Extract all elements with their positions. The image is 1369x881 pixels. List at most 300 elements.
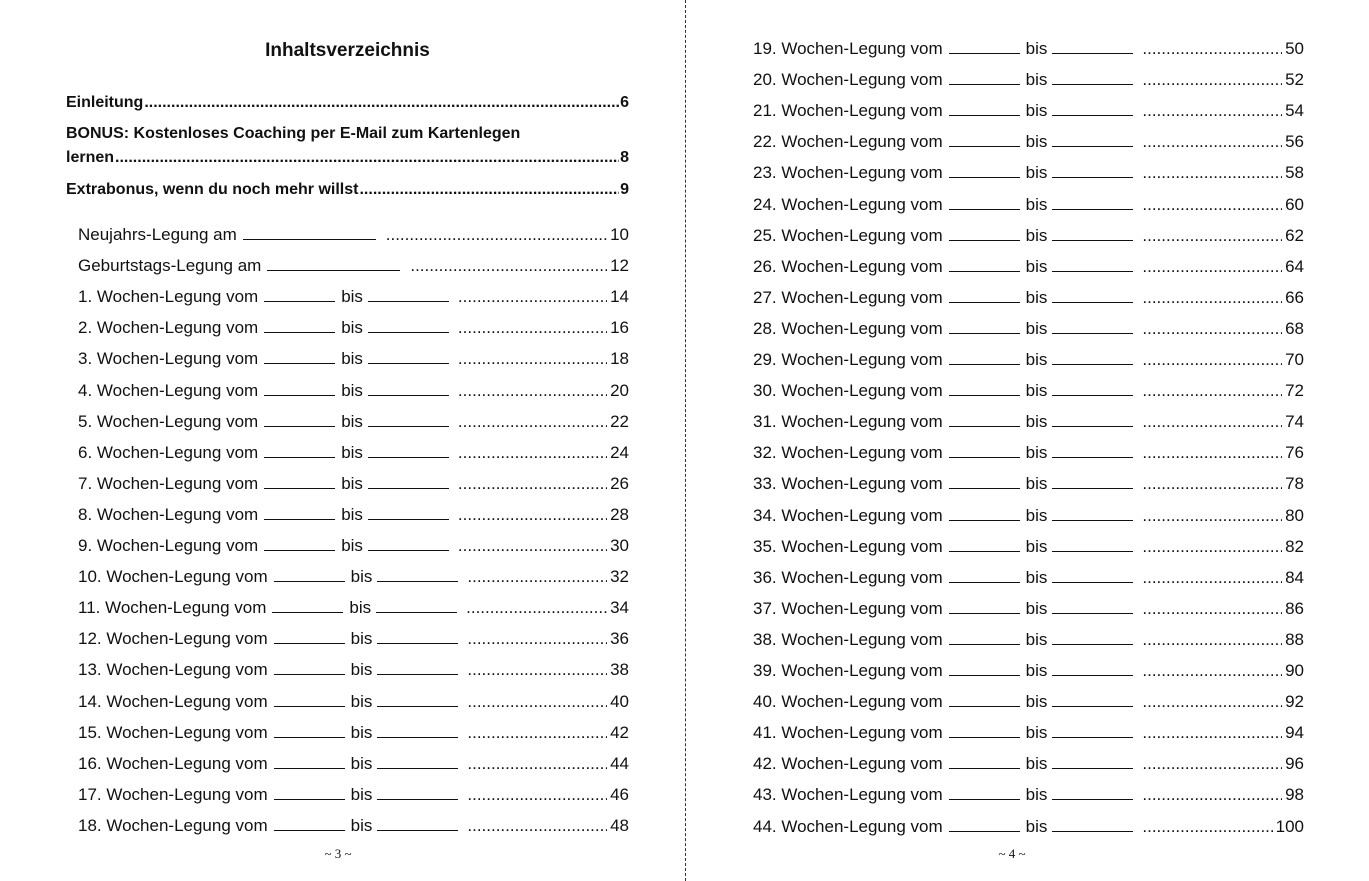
toc-main-entry-einleitung[interactable] [66,90,629,116]
toc-page-number: 26 [610,473,629,493]
toc-entry-label: 1. Wochen-Legung vom [78,287,259,307]
toc-entry-label: 22. Wochen-Legung vom [753,132,943,152]
from-date-blank-line [274,659,345,675]
dot-leader [1142,255,1282,279]
toc-entry[interactable] [78,347,629,371]
from-date-blank-line [264,380,335,396]
bis-label: bis [341,536,363,555]
bis-label: bis [350,815,373,835]
from-date-blank-line [949,131,1020,147]
from-date-blank-line [274,753,345,769]
toc-page-number: 54 [1285,101,1304,121]
dot-leader [458,316,607,340]
toc-page-number: 6 [620,94,629,111]
to-date-blank-line [368,286,449,302]
toc-entry-label: 30. Wochen-Legung vom [753,381,943,401]
toc-entry[interactable] [78,254,629,278]
from-date-blank-line [264,286,335,302]
bis-label: bis [1025,536,1048,556]
bis-label: bis [350,567,373,587]
bis-label: bis [1025,163,1048,183]
page-number-footer: ~ 3 ~ [324,846,352,861]
toc-page-number: 58 [1285,163,1304,183]
bis-label: bis [349,598,372,618]
bis-label: bis [1025,661,1048,680]
toc-page-number: 46 [610,784,629,804]
dot-leader [1142,504,1282,528]
toc-entry-label: 5. Wochen-Legung vom [78,411,259,431]
dot-leader [467,814,607,838]
to-date-blank-line [1052,473,1133,489]
toc-page-number: 18 [610,349,629,369]
dot-leader [1142,161,1282,185]
toc-entry[interactable] [753,597,1304,621]
toc-page-number: 10 [610,225,629,244]
dot-leader [458,534,607,558]
date-blank-line [267,255,400,271]
toc-entry-label: 34. Wochen-Legung vom [753,505,943,525]
dot-leader [458,441,607,465]
to-date-blank-line [1052,256,1133,272]
toc-entry[interactable] [78,658,629,682]
dot-leader [1142,535,1282,559]
to-date-blank-line [377,691,458,707]
toc-entry-label: 15. Wochen-Legung vom [78,722,268,742]
bis-label: bis [1025,39,1048,58]
to-date-blank-line [1052,567,1133,583]
to-date-blank-line [1052,318,1133,334]
toc-entry[interactable] [753,752,1304,776]
toc-page-number: 38 [610,660,629,680]
from-date-blank-line [274,722,345,738]
toc-entry[interactable] [78,285,629,309]
from-date-blank-line [949,536,1020,552]
dot-leader [1142,130,1282,154]
toc-entry-label: 23. Wochen-Legung vom [753,163,943,183]
to-date-blank-line [368,504,449,520]
toc-entry[interactable] [78,783,629,807]
toc-entry[interactable] [753,690,1304,714]
toc-entry[interactable] [753,255,1304,279]
bis-label: bis [1025,785,1048,805]
to-date-blank-line [1052,411,1133,427]
bis-label: bis [1025,350,1048,369]
dot-leader [1142,286,1282,310]
toc-page-number: 8 [620,149,629,166]
dot-leader [1142,37,1282,61]
from-date-blank-line [264,504,335,520]
to-date-blank-line [1052,442,1133,458]
toc-entry-label: 28. Wochen-Legung vom [753,318,943,338]
toc-entry-label: 39. Wochen-Legung vom [753,661,943,680]
toc-entry[interactable] [753,99,1304,123]
to-date-blank-line [1052,69,1133,85]
toc-entry-label: 38. Wochen-Legung vom [753,629,943,649]
from-date-blank-line [274,691,345,707]
to-date-blank-line [377,753,458,769]
toc-entry[interactable] [753,628,1304,652]
toc-page-number: 80 [1285,505,1304,525]
toc-page-number: 100 [1275,816,1304,836]
toc-page-number: 66 [1285,287,1304,307]
to-date-blank-line [1052,349,1133,365]
dot-leader [1142,99,1282,123]
from-date-blank-line [949,380,1020,396]
toc-entry-label: 2. Wochen-Legung vom [78,318,259,338]
toc-entry-label: 24. Wochen-Legung vom [753,194,943,214]
dot-leader [467,721,607,745]
to-date-blank-line [377,722,458,738]
from-date-blank-line [274,784,345,800]
from-date-blank-line [264,442,335,458]
toc-entry[interactable] [753,566,1304,590]
toc-entry[interactable] [753,193,1304,217]
toc-entry-label: 18. Wochen-Legung vom [78,815,268,835]
toc-entry[interactable] [753,504,1304,528]
to-date-blank-line [368,348,449,364]
toc-entry[interactable] [753,441,1304,465]
dot-leader [1142,68,1282,92]
toc-entry-label: 27. Wochen-Legung vom [753,287,943,307]
toc-entry-label: 8. Wochen-Legung vom [78,504,259,524]
to-date-blank-line [1052,194,1133,210]
to-date-blank-line [368,442,449,458]
toc-entry[interactable] [78,596,629,620]
to-date-blank-line [368,317,449,333]
toc-page-number: 40 [610,691,629,711]
from-date-blank-line [274,815,345,831]
from-date-blank-line [949,753,1020,769]
dot-leader [466,596,607,620]
dot-leader [1142,659,1282,683]
toc-entry-label: Extrabonus, wenn du noch mehr willst [66,181,359,198]
toc-entry-label: 6. Wochen-Legung vom [78,442,259,462]
toc-page-number: 14 [610,287,629,307]
toc-entry-label: 19. Wochen-Legung vom [753,39,943,58]
toc-entry[interactable] [78,441,629,465]
toc-entry-label: 40. Wochen-Legung vom [753,692,943,712]
toc-entry[interactable] [753,815,1304,839]
dot-leader [467,658,607,682]
dot-leader [410,254,607,278]
toc-entry[interactable] [78,814,629,838]
toc-page-number: 96 [1285,754,1304,774]
dot-leader [1142,441,1282,465]
dot-leader [458,503,607,527]
from-date-blank-line [264,535,335,551]
dot-leader [467,627,607,651]
dot-leader [1142,628,1282,652]
toc-page-number: 82 [1285,536,1304,556]
from-date-blank-line [949,473,1020,489]
toc-entry[interactable] [78,534,629,558]
dot-leader [458,285,607,309]
from-date-blank-line [949,225,1020,241]
toc-page-number: 74 [1285,412,1304,432]
from-date-blank-line [949,784,1020,800]
bis-label: bis [1025,692,1048,712]
toc-entry[interactable] [753,783,1304,807]
toc-entry[interactable] [753,286,1304,310]
dot-leader [458,379,607,403]
toc-entry[interactable] [753,317,1304,341]
from-date-blank-line [949,691,1020,707]
to-date-blank-line [1052,598,1133,614]
to-date-blank-line [1052,505,1133,521]
toc-entry[interactable] [753,659,1304,683]
to-date-blank-line [1052,753,1133,769]
from-date-blank-line [264,411,335,427]
from-date-blank-line [272,597,343,613]
toc-page-number: 22 [610,411,629,431]
from-date-blank-line [949,162,1020,178]
toc-entry[interactable] [753,68,1304,92]
toc-entry-label: 42. Wochen-Legung vom [753,754,943,774]
dot-leader [144,90,619,116]
toc-page-number: 16 [610,318,629,338]
bis-label: bis [1025,287,1048,307]
toc-page-number: 50 [1285,39,1304,58]
to-date-blank-line [1052,100,1133,116]
toc-entry[interactable] [78,410,629,434]
to-date-blank-line [1052,162,1133,178]
toc-entry[interactable] [78,690,629,714]
bis-label: bis [1025,443,1048,463]
toc-entry[interactable] [753,472,1304,496]
toc-page-number: 48 [610,815,629,835]
to-date-blank-line [368,380,449,396]
bis-label: bis [1025,132,1048,152]
to-date-blank-line [377,784,458,800]
toc-page-number: 62 [1285,225,1304,245]
from-date-blank-line [949,629,1020,645]
bis-label: bis [1025,629,1048,649]
toc-entry-label: 9. Wochen-Legung vom [78,536,259,555]
toc-title: Inhaltsverzeichnis [265,40,430,61]
toc-entry-label-line-2: lernen [66,149,115,166]
toc-entry-label: 21. Wochen-Legung vom [753,101,943,121]
toc-entry-label: 3. Wochen-Legung vom [78,349,259,369]
toc-page-number: 44 [610,753,629,773]
to-date-blank-line [1052,629,1133,645]
toc-page-number: 70 [1285,350,1304,369]
bis-label: bis [1025,412,1048,432]
bis-label: bis [1025,598,1048,618]
toc-entry[interactable] [78,379,629,403]
toc-entry[interactable] [78,316,629,340]
toc-entry-label: 29. Wochen-Legung vom [753,350,943,369]
toc-entry-label: 20. Wochen-Legung vom [753,70,943,90]
bis-label: bis [1025,505,1048,525]
toc-entry-label: Neujahrs-Legung am [78,225,237,244]
toc-page-number: 20 [610,380,629,400]
from-date-blank-line [949,100,1020,116]
toc-entry[interactable] [78,752,629,776]
toc-entry[interactable] [78,223,629,247]
from-date-blank-line [949,660,1020,676]
bis-label: bis [350,784,373,804]
bis-label: bis [350,722,373,742]
toc-entry-label: 14. Wochen-Legung vom [78,691,268,711]
toc-entry-label: 31. Wochen-Legung vom [753,412,943,432]
toc-entry[interactable] [753,37,1304,61]
toc-entry[interactable] [753,161,1304,185]
toc-page-number: 12 [610,256,629,276]
to-date-blank-line [1052,536,1133,552]
to-date-blank-line [1052,131,1133,147]
toc-page-number: 84 [1285,567,1304,587]
toc-page-number: 30 [610,536,629,555]
toc-page-number: 24 [610,442,629,462]
dot-leader [359,177,619,203]
to-date-blank-line [377,659,458,675]
dot-leader [1142,224,1282,248]
from-date-blank-line [949,38,1020,54]
dot-leader [1142,193,1282,217]
bis-label: bis [1025,381,1048,401]
toc-entry-label: 17. Wochen-Legung vom [78,784,268,804]
toc-entry-label: 35. Wochen-Legung vom [753,536,943,556]
to-date-blank-line [1052,225,1133,241]
toc-entry-label: 10. Wochen-Legung vom [78,567,268,587]
bis-label: bis [341,380,363,400]
toc-page-number: 92 [1285,692,1304,712]
page-divider [685,0,686,881]
to-date-blank-line [368,473,449,489]
from-date-blank-line [949,567,1020,583]
toc-entry[interactable] [753,348,1304,372]
from-date-blank-line [949,722,1020,738]
from-date-blank-line [949,816,1020,832]
bis-label: bis [1025,816,1048,836]
from-date-blank-line [949,349,1020,365]
toc-page-number: 76 [1285,443,1304,463]
bis-label: bis [1025,194,1048,214]
bis-label: bis [1025,101,1048,121]
dot-leader [1142,783,1282,807]
toc-page-number: 68 [1285,318,1304,338]
toc-page-number: 9 [620,181,629,198]
toc-main-entry-extrabonus[interactable] [66,177,629,203]
toc-entry-label: 36. Wochen-Legung vom [753,567,943,587]
dot-leader [458,472,607,496]
to-date-blank-line [368,411,449,427]
bis-label: bis [341,504,363,524]
toc-entry[interactable] [753,224,1304,248]
dot-leader [458,410,607,434]
toc-entry-label: 4. Wochen-Legung vom [78,380,259,400]
to-date-blank-line [1052,816,1133,832]
dot-leader [1142,752,1282,776]
toc-entry-label: Geburtstags-Legung am [78,256,262,276]
dot-leader [1142,566,1282,590]
bis-label: bis [1025,474,1048,494]
toc-entry[interactable] [78,627,629,651]
to-date-blank-line [1052,287,1133,303]
bis-label: bis [350,753,373,773]
bis-label: bis [350,629,373,649]
dot-leader [1142,690,1282,714]
dot-leader [467,783,607,807]
toc-entry-label: 16. Wochen-Legung vom [78,753,268,773]
toc-page-number: 88 [1285,629,1304,649]
toc-page-number: 36 [610,629,629,649]
to-date-blank-line [377,815,458,831]
to-date-blank-line [368,535,449,551]
toc-page-number: 52 [1285,70,1304,90]
page-number-footer: ~ 4 ~ [998,846,1026,861]
toc-entry[interactable] [78,503,629,527]
from-date-blank-line [949,505,1020,521]
right-page [687,0,1369,881]
to-date-blank-line [1052,660,1133,676]
toc-page-number: 72 [1285,381,1304,401]
toc-main-entry-bonus[interactable] [66,121,629,171]
from-date-blank-line [949,287,1020,303]
toc-page-number: 90 [1285,661,1304,680]
dot-leader [115,145,619,171]
toc-entry[interactable] [753,379,1304,403]
dot-leader [1142,472,1282,496]
toc-entry[interactable] [753,535,1304,559]
toc-entry[interactable] [78,721,629,745]
dot-leader [1142,410,1282,434]
from-date-blank-line [274,628,345,644]
toc-entry[interactable] [78,565,629,589]
toc-entry-label: 12. Wochen-Legung vom [78,629,268,649]
bis-label: bis [1025,754,1048,774]
toc-entry-label: 25. Wochen-Legung vom [753,225,943,245]
from-date-blank-line [949,69,1020,85]
bis-label: bis [350,691,373,711]
from-date-blank-line [264,348,335,364]
toc-page-number: 42 [610,722,629,742]
bis-label: bis [341,473,363,493]
to-date-blank-line [1052,784,1133,800]
toc-entry[interactable] [753,410,1304,434]
dot-leader [467,752,607,776]
toc-page-number: 86 [1285,598,1304,618]
from-date-blank-line [949,442,1020,458]
from-date-blank-line [264,317,335,333]
toc-entry[interactable] [753,721,1304,745]
from-date-blank-line [949,318,1020,334]
dot-leader [458,347,607,371]
toc-entry-label: 33. Wochen-Legung vom [753,474,943,494]
toc-entry-label: 37. Wochen-Legung vom [753,598,943,618]
toc-entry-label: 43. Wochen-Legung vom [753,785,943,805]
bis-label: bis [350,660,373,680]
to-date-blank-line [1052,722,1133,738]
toc-entry[interactable] [753,130,1304,154]
dot-leader [1142,379,1282,403]
bis-label: bis [341,349,363,369]
date-blank-line [243,224,376,240]
to-date-blank-line [377,628,458,644]
dot-leader [467,690,607,714]
from-date-blank-line [949,194,1020,210]
from-date-blank-line [274,566,345,582]
dot-leader [1142,317,1282,341]
toc-entry-label-line-1: BONUS: Kostenloses Coaching per E-Mail zum Kartenlegen [66,125,521,142]
toc-entry-label: 44. Wochen-Legung vom [753,816,943,836]
from-date-blank-line [949,256,1020,272]
bis-label: bis [1025,723,1048,743]
dot-leader [386,223,607,247]
bis-label: bis [1025,225,1048,245]
toc-entry-label: 26. Wochen-Legung vom [753,256,943,276]
toc-entry[interactable] [78,472,629,496]
